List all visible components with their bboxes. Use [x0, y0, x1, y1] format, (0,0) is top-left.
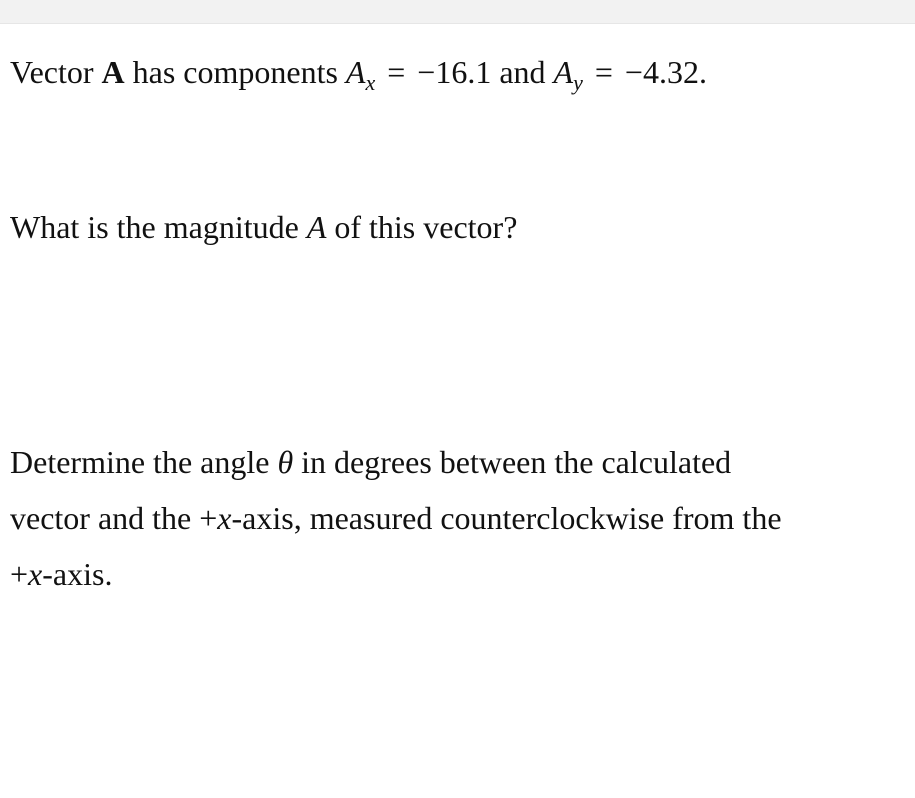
magnitude-question	[10, 199, 517, 255]
top-bar	[0, 0, 915, 24]
statement-period: .	[698, 54, 707, 90]
angle-question	[10, 434, 900, 602]
statement-text: and	[491, 54, 554, 90]
question-text: What is the magnitude	[10, 209, 307, 245]
component-x-subscript: x	[365, 70, 376, 95]
equals-sign: =	[594, 54, 613, 90]
component-x-symbol: A	[345, 54, 366, 90]
vector-components-statement	[10, 44, 707, 100]
angle-question-line-1	[10, 434, 900, 490]
x-axis-symbol: x	[28, 556, 43, 592]
question-text: of this vector?	[326, 209, 518, 245]
component-y-subscript: y	[573, 70, 583, 95]
component-y-value: −4.32	[624, 54, 699, 90]
question-text: Determine the angle	[10, 444, 278, 480]
statement-text: has components	[124, 54, 346, 90]
equals-sign: =	[387, 54, 406, 90]
magnitude-symbol: A	[306, 209, 327, 245]
question-text: vector and the +	[10, 500, 218, 536]
angle-question-line-3	[10, 546, 900, 602]
statement-text: Vector	[10, 54, 102, 90]
angle-question-line-2	[10, 490, 900, 546]
question-text: -axis.	[42, 556, 113, 592]
component-x-value: −16.1	[417, 54, 492, 90]
x-axis-symbol: x	[217, 500, 232, 536]
vector-symbol: A	[101, 54, 125, 90]
question-text: -axis, measured counterclockwise from the	[231, 500, 782, 536]
question-text: +	[10, 556, 29, 592]
question-text: in degrees between the calculated	[293, 444, 732, 480]
theta-symbol: θ	[277, 444, 294, 480]
component-y-symbol: A	[553, 54, 574, 90]
